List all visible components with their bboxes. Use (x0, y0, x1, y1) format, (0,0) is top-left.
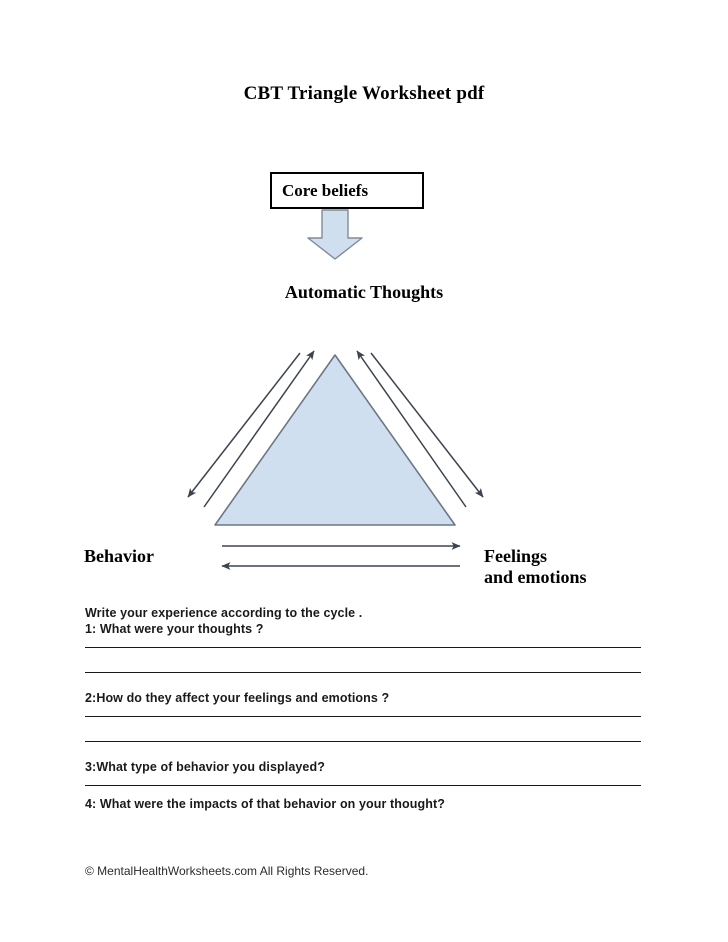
page-title: CBT Triangle Worksheet pdf (243, 83, 485, 104)
arrow-feelings-to-thoughts (357, 351, 466, 507)
cbt-triangle-shape (215, 355, 455, 525)
copyright-footer: © MentalHealthWorksheets.com All Rights Reserved. (85, 864, 369, 878)
arrow-thoughts-to-behavior (188, 353, 300, 497)
feelings-label (484, 546, 587, 588)
core-beliefs-label: Core beliefs (282, 180, 369, 200)
feelings-label-line-1: Feelings (484, 546, 547, 566)
core-beliefs-box (270, 172, 424, 209)
spacer (85, 786, 641, 797)
question-1: 1: What were your thoughts ? (85, 622, 264, 636)
core-beliefs-down-arrow (308, 210, 362, 259)
spacer (85, 648, 641, 672)
spacer (85, 673, 641, 691)
behavior-label: Behavior (84, 546, 154, 566)
spacer (85, 636, 641, 647)
feelings-label-line-2: and emotions (484, 567, 587, 587)
spacer (85, 717, 641, 741)
spacer (85, 774, 641, 785)
worksheet-questions (85, 606, 641, 811)
question-3: 3:What type of behavior you displayed? (85, 760, 325, 774)
worksheet-intro: Write your experience according to the cycle . (85, 606, 363, 620)
arrow-behavior-to-thoughts (204, 351, 314, 507)
arrow-thoughts-to-feelings (371, 353, 483, 497)
question-2: 2:How do they affect your feelings and emotions ? (85, 691, 390, 705)
spacer (85, 742, 641, 760)
automatic-thoughts-label: Automatic Thoughts (284, 282, 444, 302)
question-4: 4: What were the impacts of that behavior on your thought? (85, 797, 445, 811)
spacer (85, 705, 641, 716)
